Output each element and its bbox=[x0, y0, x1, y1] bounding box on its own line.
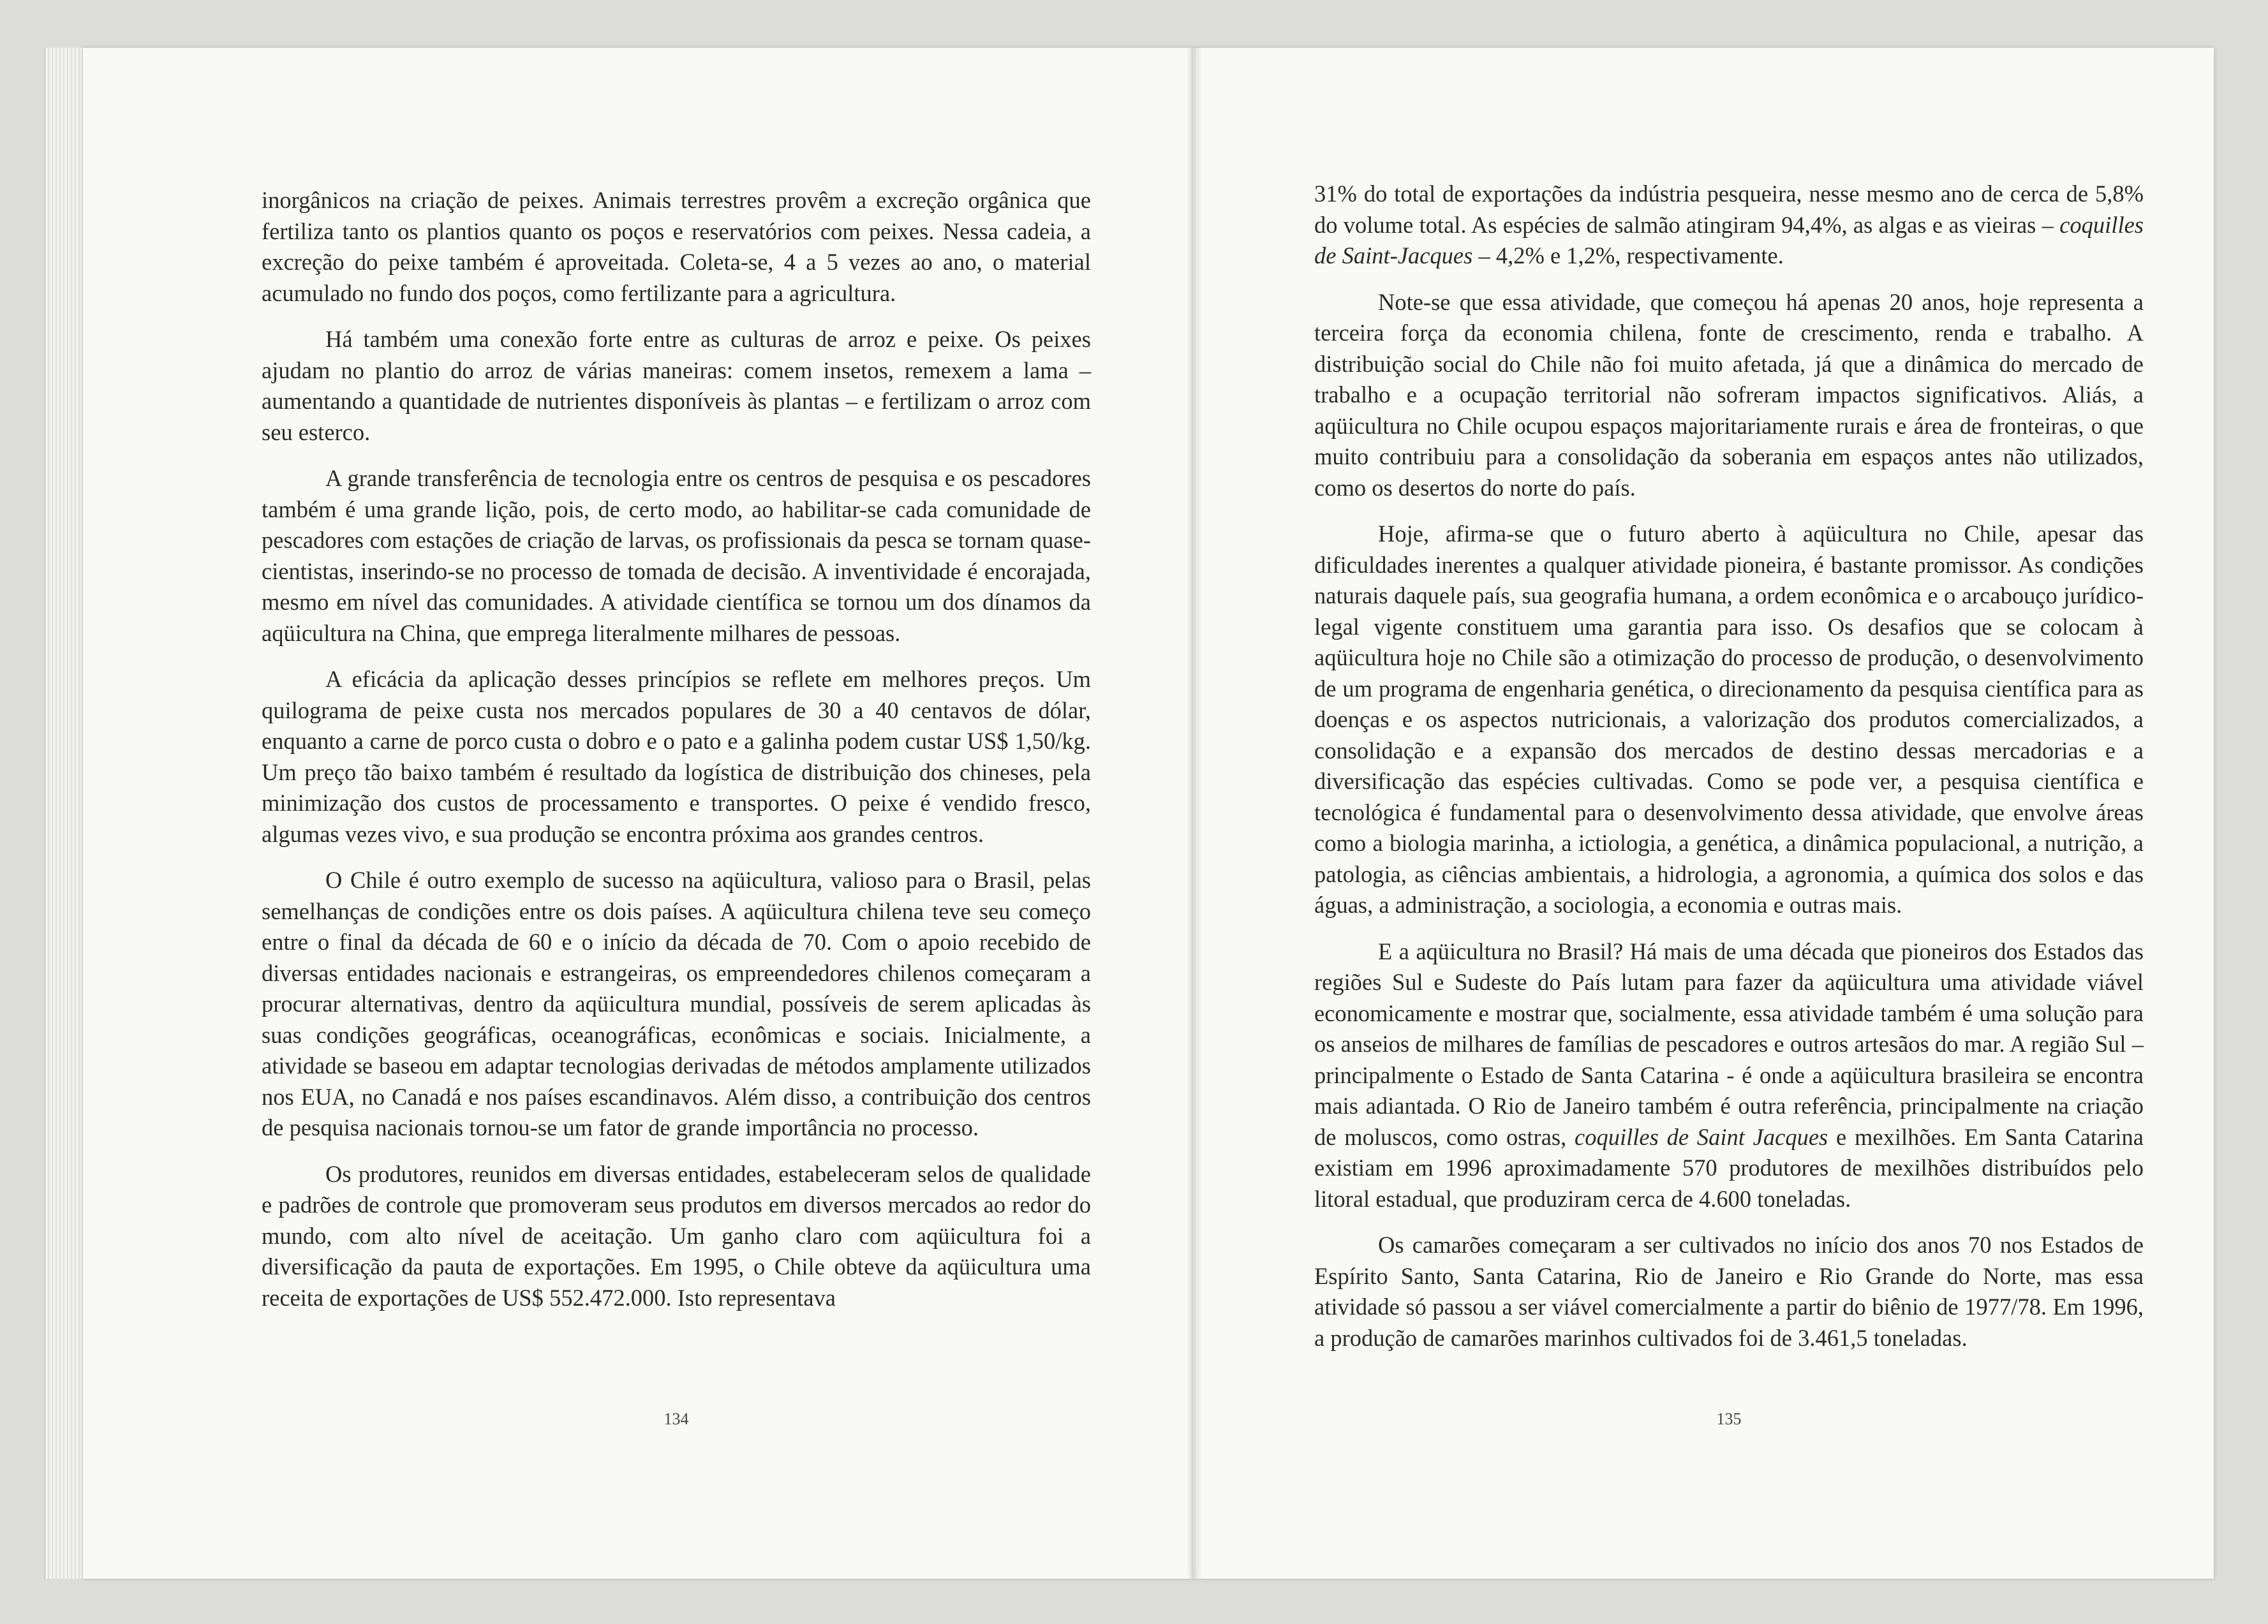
page-number: 135 bbox=[1716, 1410, 1742, 1428]
right-page-body bbox=[1314, 179, 2144, 1369]
right-page bbox=[1193, 48, 2214, 1579]
page-number: 134 bbox=[663, 1410, 689, 1428]
book-spread bbox=[45, 48, 2214, 1579]
paragraph: Há também uma conexão forte entre as culturas de arroz e peixe. Os peixes ajudam no plantio do arroz de várias maneiras: comem insetos, remexem a lama – aumentando a quantidade de nutrientes disponíveis às plantas – e fertilizam o arroz com seu esterco. bbox=[262, 326, 1091, 445]
paragraph bbox=[1314, 179, 2144, 272]
paragraph: O Chile é outro exemplo de sucesso na aqüicultura, valioso para o Brasil, pelas semelhanças de condições entre os dois países. A aqüicultura chilena teve seu começo entre o final da década de 60 e o início da década de 70. Com o apoio recebido de diversas entidades nacionais e estrangeiras, os empreendedores chilenos começaram a procurar alternativas, dentro da aqüicultura mundial, possíveis de serem aplicadas às suas condições geográficas, oceanográficas, econômicas e sociais. Inicialmente, a atividade se baseou em adaptar tecnologias derivadas de métodos amplamente utilizados nos EUA, no Canadá e nos países escandinavos. Além disso, a contribuição dos centros de pesquisa nacionais tornou-se um fator de grande importância no processo. bbox=[262, 867, 1091, 1140]
italic-term: coquilles de Saint Jacques bbox=[1575, 1123, 1828, 1150]
italic-term: coquilles de Saint-Jacques bbox=[1314, 211, 2144, 269]
paragraph: Os camarões começaram a ser cultivados no início dos anos 70 nos Estados de Espírito Santo, Santa Catarina, Rio de Janeiro e Rio Grande do Norte, mas essa atividade só passou a ser viável comercialmente a partir do biênio de 1977/78. Em 1996, a produção de camarões marinhos cultivados foi de 3.461,5 toneladas. bbox=[1314, 1232, 2144, 1351]
paragraph: A grande transferência de tecnologia entre os centros de pesquisa e os pescadores também é uma grande lição, pois, de certo modo, ao habilitar-se cada comunidade de pescadores com estações de criação de larvas, os profissionais da pesca se tornam quase-cientistas, inserindo-se no processo de tomada de decisão. A inventividade é encorajada, mesmo em nível das comunidades. A atividade científica se tornou um dos dínamos da aqüicultura na China, que emprega literalmente milhares de pessoas. bbox=[262, 465, 1091, 646]
paragraph: inorgânicos na criação de peixes. Animais terrestres provêm a excreção orgânica que fertiliza tanto os plantios quanto os poços e reservatórios com peixes. Nessa cadeia, a excreção do peixe também é aproveitada. Coleta-se, 4 a 5 vezes ao ano, o material acumulado no fundo dos poços, como fertilizante para a agricultura. bbox=[262, 187, 1091, 306]
left-page-body bbox=[262, 185, 1091, 1329]
paragraph-text: E a aqüicultura no Brasil? Há mais de uma década que pioneiros dos Estados das regiões Sul e Sudeste do País lutam para fazer da aqüicultura uma atividade viável economicamente e mostrar que, socialmente, essa atividade também é uma solução para os anseios de milhares de famílias de pescadores e outros artesãos do mar. A região Sul – principalmente o Estado de Santa Catarina - é onde a aqüicultura brasileira se encontra mais adiantada. O Rio de Janeiro também é outra referência, principalmente na criação de moluscos, como ostras, bbox=[1314, 938, 2144, 1150]
paragraph bbox=[1314, 936, 2144, 1215]
paragraph: Hoje, afirma-se que o futuro aberto à aqüicultura no Chile, apesar das dificuldades inerentes a qualquer atividade pioneira, é bastante promissor. As condições naturais daquele país, sua geografia humana, a ordem econômica e o arcabouço jurídico-legal vigente constituem uma garantia para isso. Os desafios que se colocam à aqüicultura hoje no Chile são a otimização do processo de produção, o desenvolvimento de um programa de engenharia genética, o direcionamento da pesquisa científica para as doenças e os aspectos nutricionais, a valorização dos produtos comercializados, a consolidação e a expansão dos mercados de destino dessas mercadorias e a diversificação das espécies cultivadas. Como se pode ver, a pesquisa científica e tecnológica é fundamental para o desenvolvimento dessa atividade, que envolve áreas como a biologia marinha, a ictiologia, a genética, a dinâmica populacional, a nutrição, a patologia, as ciências ambientais, a hidrologia, a agronomia, a química dos solos e das águas, a administração, a sociologia, a economia e outras mais. bbox=[1314, 520, 2144, 918]
paragraph: Note-se que essa atividade, que começou há apenas 20 anos, hoje representa a terceira força da economia chilena, fonte de crescimento, renda e trabalho. A distribuição social do Chile não foi muito afetada, já que a dinâmica do mercado de trabalho e a ocupação territorial não sofreram impactos significativos. Aliás, a aqüicultura no Chile ocupou espaços majoritariamente rurais e área de fronteiras, o que muito contribuiu para a consolidação da soberania em espaços antes não utilizados, como os desertos do norte do país. bbox=[1314, 288, 2144, 501]
paragraph-text: e mexilhões. Em Santa Catarina existiam em 1996 aproximadamente 570 produtores de mexilhões distribuídos pelo litoral estadual, que produziram cerca de 4.600 toneladas. bbox=[1314, 1123, 2144, 1212]
paragraph: A eficácia da aplicação desses princípios se reflete em melhores preços. Um quilograma de peixe custa nos mercados populares de 30 a 40 centavos de dólar, enquanto a carne de porco custa o dobro e o pato e a galinha podem custar US$ 1,50/kg. Um preço tão baixo também é resultado da logística de distribuição dos chineses, pela minimização dos custos de processamento e transportes. O peixe é vendido fresco, algumas vezes vivo, e sua produção se encontra próxima aos grandes centros. bbox=[262, 666, 1091, 847]
page-stack-edges bbox=[45, 48, 84, 1579]
paragraph: Os produtores, reunidos em diversas entidades, estabeleceram selos de qualidade e padrões de controle que promoveram seus produtos em diversos mercados ao redor do mundo, com alto nível de aceitação. Um ganho claro com aqüicultura foi a diversificação da pauta de exportações. Em 1995, o Chile obteve da aqüicultura uma receita de exportações de US$ 552.472.000. Isto representava bbox=[262, 1160, 1091, 1311]
left-page bbox=[83, 48, 1193, 1579]
paragraph-text: 31% do total de exportações da indústria pesqueira, nesse mesmo ano de cerca de 5,8% do volume total. As espécies de salmão atingiram 94,4%, as algas e as vieiras – bbox=[1314, 181, 2144, 238]
book-gutter bbox=[1187, 48, 1202, 1579]
paragraph-text: – 4,2% e 1,2%, respectivamente. bbox=[1472, 242, 1784, 269]
